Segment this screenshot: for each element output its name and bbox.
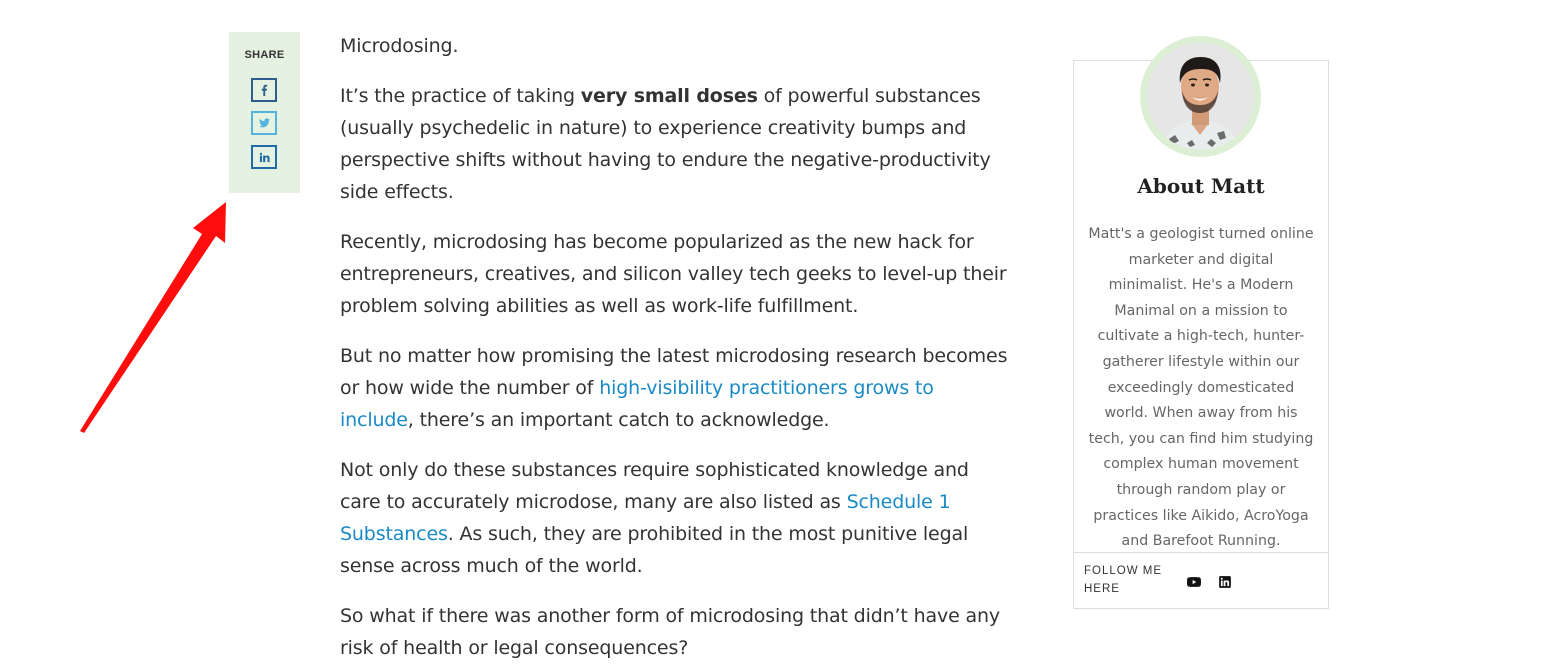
divider: [1074, 552, 1328, 553]
article-paragraph: Recently, microdosing has become popularized as the new hack for entrepreneurs, creatives, and silicon valley tech geeks to level-up their problem solving abilities as well as work-life fulfillment.: [340, 231, 1007, 317]
avatar-photo: [1147, 43, 1254, 150]
bold-text: very small doses: [580, 85, 758, 107]
text-span: Not only do these substances require sophisticated knowledge and care to accurately microdose, many are also listed as: [340, 459, 969, 513]
linkedin-icon: [259, 152, 270, 163]
author-bio: Matt's a geologist turned online marketer and digital minimalist. He's a Modern Manimal on a mission to cultivate a high-tech, hunter-gatherer lifestyle within our exceedingly domesticated world. When away from his tech, you can find him studying complex human movement through random play or practices like Aikido, AcroYoga and Barefoot Running.: [1088, 226, 1314, 550]
share-facebook-button[interactable]: [251, 78, 277, 102]
text-span: But no matter how promising the latest microdosing research becomes or how wide the number of: [340, 345, 1008, 399]
author-name: About Matt: [1137, 174, 1265, 198]
article-body: [340, 30, 1010, 668]
avatar: [1140, 36, 1261, 157]
youtube-icon[interactable]: [1187, 575, 1201, 589]
practitioners-link[interactable]: high-visibility practitioners grows to include: [340, 377, 934, 431]
person-portrait-icon: [1147, 43, 1254, 150]
share-bar: [229, 32, 300, 193]
article-paragraph: So what if there was another form of microdosing that didn’t have any risk of health or legal consequences?: [340, 605, 1000, 659]
article-paragraph-intro: Microdosing.: [340, 35, 459, 57]
text-span: of powerful substances (usually psychedelic in nature) to experience creativity bumps and perspective shifts without having to endure the negative-productivity side effects.: [340, 85, 991, 203]
text-span: It’s the practice of taking: [340, 85, 581, 107]
share-linkedin-button[interactable]: [251, 145, 277, 169]
text-span: . As such, they are prohibited in the most punitive legal sense across much of the world.: [340, 523, 969, 577]
linkedin-icon[interactable]: [1218, 575, 1232, 589]
share-twitter-button[interactable]: [251, 111, 277, 135]
share-title: SHARE: [244, 49, 285, 61]
facebook-icon: [259, 84, 269, 96]
twitter-icon: [259, 118, 270, 128]
text-span: , there’s an important catch to acknowledge.: [407, 409, 830, 431]
follow-label: FOLLOW ME HERE: [1084, 565, 1163, 595]
article-paragraph: [340, 80, 1010, 208]
article-paragraph: [340, 454, 1010, 582]
schedule-1-link[interactable]: Schedule 1 Substances: [340, 491, 951, 545]
article-paragraph: [340, 340, 1010, 436]
